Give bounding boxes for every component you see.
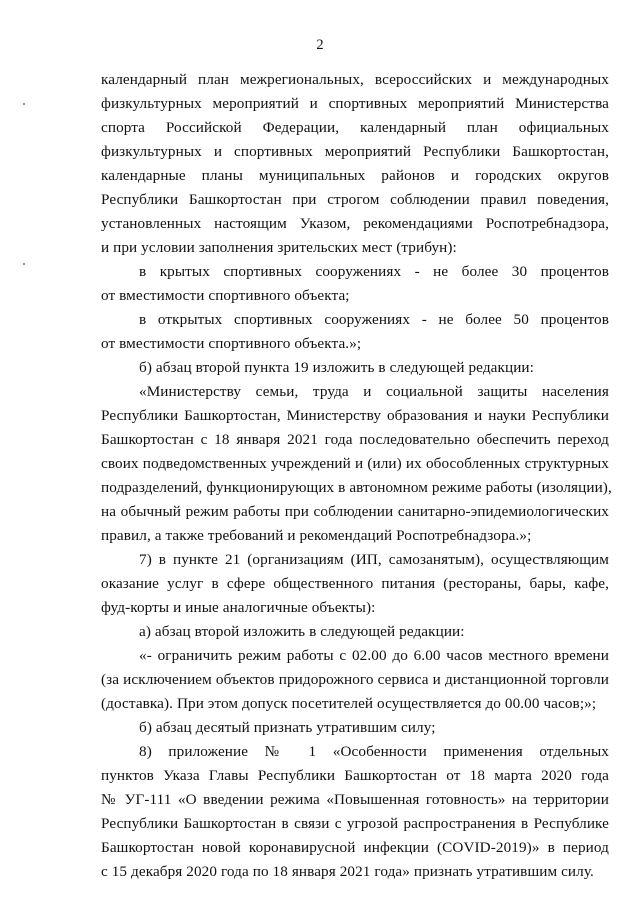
scan-dot xyxy=(23,263,25,265)
text-line: в крытых спортивных сооружениях - не более 30 процентов xyxy=(139,263,609,280)
text-line: от вместимости спортивного объекта.»; xyxy=(101,335,362,352)
text-line: (доставка). При этом допуск посетителей осуществляется до 00.00 часов;»; xyxy=(101,695,597,712)
text-line: Республики Башкортостан, Министерству образования и науки Республики xyxy=(101,407,609,424)
text-line: на обычный режим работы при соблюдении санитарно-эпидемиологических xyxy=(101,503,609,520)
text-line: Башкортостан новой коронавирусной инфекции (COVID-2019)» в период xyxy=(101,839,609,856)
text-line: спорта Российской Федерации, календарный план официальных xyxy=(101,119,609,136)
text-line: в открытых спортивных сооружениях - не более 50 процентов xyxy=(139,311,609,328)
text-line: (за исключением объектов придорожного сервиса и дистанционной торговли xyxy=(101,671,609,688)
text-line: «- ограничить режим работы с 02.00 до 6.00 часов местного времени xyxy=(139,647,609,664)
text-line: б) абзац десятый признать утратившим силу; xyxy=(139,719,436,736)
text-line: Республики Башкортостан в связи с угрозой распространения в Республике xyxy=(101,815,609,832)
text-line: № УГ-111 «О введении режима «Повышенная готовность» на территории xyxy=(101,791,609,808)
text-line: с 15 декабря 2020 года по 18 января 2021 года» признать утратившим силу. xyxy=(101,863,594,880)
scan-dot xyxy=(23,103,25,105)
text-line: оказание услуг в сфере общественного питания (рестораны, бары, кафе, xyxy=(101,575,609,592)
text-line: а) абзац второй изложить в следующей редакции: xyxy=(139,623,465,640)
text-line: 8) приложение № 1 «Особенности применения отдельных xyxy=(139,743,609,760)
text-line: календарные планы муниципальных районов и городских округов xyxy=(101,167,609,184)
text-line: физкультурных мероприятий и спортивных мероприятий Министерства xyxy=(101,95,609,112)
text-line: установленных настоящим Указом, рекомендациями Роспотребнадзора, xyxy=(101,215,609,232)
text-line: подразделений, функционирующих в автономном режиме работы (изоляции), xyxy=(101,479,612,496)
text-line: 7) в пункте 21 (организациям (ИП, самозанятым), осуществляющим xyxy=(139,551,609,568)
text-line: пунктов Указа Главы Республики Башкортостан от 18 марта 2020 года xyxy=(101,767,609,784)
text-line: Башкортостан с 18 января 2021 года последовательно обеспечить переход xyxy=(101,431,609,448)
text-line: Республики Башкортостан при строгом соблюдении правил поведения, xyxy=(101,191,609,208)
page-number: 2 xyxy=(316,37,324,53)
text-line: «Министерству семьи, труда и социальной защиты населения xyxy=(139,383,609,400)
text-line: фуд-корты и иные аналогичные объекты): xyxy=(101,599,376,616)
text-line: правил, а также требований и рекомендаций Роспотребнадзора.»; xyxy=(101,527,532,544)
text-line: календарный план межрегиональных, всероссийских и международных xyxy=(101,71,609,88)
text-line: физкультурных и спортивных мероприятий Республики Башкортостан, xyxy=(101,143,609,160)
text-line: б) абзац второй пункта 19 изложить в следующей редакции: xyxy=(139,359,534,376)
text-line: от вместимости спортивного объекта; xyxy=(101,287,350,304)
text-line: своих подведомственных учреждений и (или) их обособленных структурных xyxy=(101,455,609,472)
text-line: и при условии заполнения зрительских мест (трибун): xyxy=(101,239,457,256)
